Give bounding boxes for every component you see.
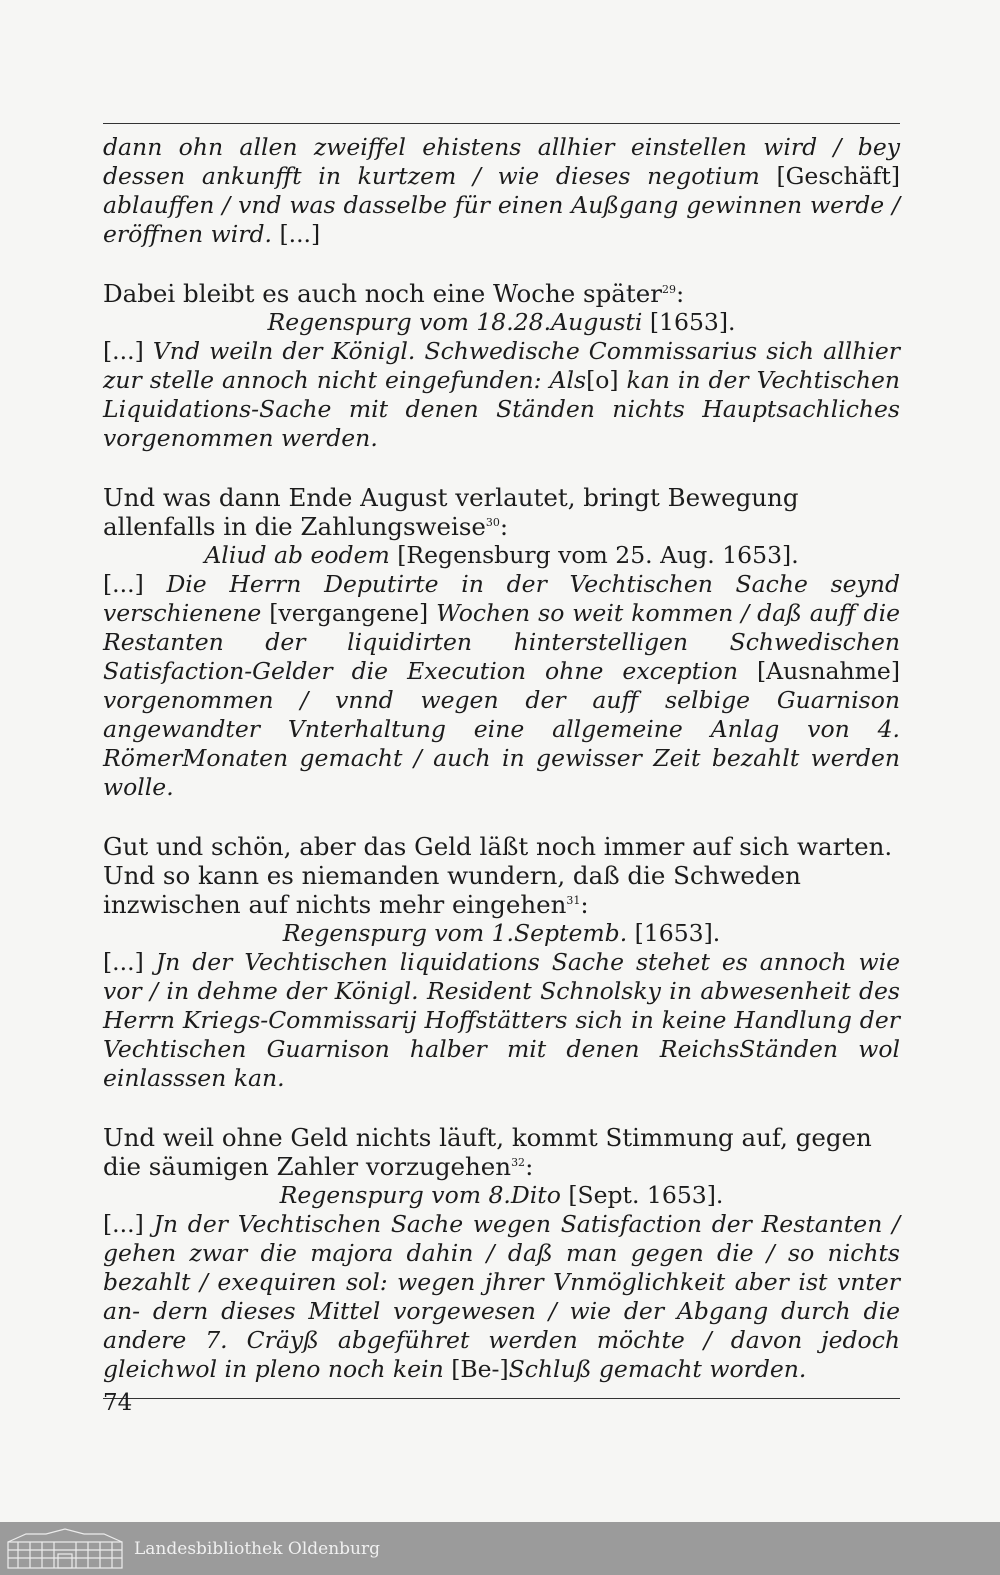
library-building-icon	[6, 1528, 124, 1570]
letter-heading: Regenspurg vom 18.28.Augusti [1653].	[267, 308, 736, 336]
page-number: 74	[103, 1390, 133, 1416]
bottom-rule	[103, 1398, 900, 1399]
footnote-ref: 32	[511, 1155, 526, 1169]
top-rule	[103, 123, 900, 124]
letter-heading: Regenspurg vom 1.Septemb. [1653].	[282, 919, 721, 947]
prose-paragraph: Dabei bleibt es auch noch eine Woche später$^{29}$:	[103, 279, 685, 308]
library-footer-bar	[0, 1522, 1000, 1575]
quote-block: [...] Jn der Vechtischen liquidations Sache stehet es annoch wie vor / in dehme der Königl. Resident Schnolsky in abwesenheit des Herrn Kriegs-Commissarij Hoffstätters sich in keine Handlung der Vechtischen Guarnison halber mit denen ReichsStänden wol einlasssen kan.	[103, 948, 900, 1092]
prose-paragraph: Und was dann Ende August verlautet, bringt Bewegung allenfalls in die Zahlungsweise$^{30}$:	[103, 483, 799, 541]
prose-paragraph: Und weil ohne Geld nichts läuft, kommt Stimmung auf, gegen die säumigen Zahler vorzugehen$^{32}$:	[103, 1123, 872, 1181]
library-name: Landesbibliothek Oldenburg	[134, 1538, 381, 1559]
footnote-ref: 29	[661, 282, 676, 296]
quote-block: [...] Jn der Vechtischen Sache wegen Satisfaction der Restanten / gehen zwar die majora dahin / daß man gegen die / so nichts bezahlt / exequiren sol: wegen jhrer Vnmöglichkeit aber ist vnter an- dern dieses Mittel vorgewesen / wie der Abgang durch die andere 7. Cräyß abgeführet werden möchte / davon jedoch gleichwol in pleno noch kein [Be-]Schluß gemacht worden.	[103, 1210, 900, 1383]
page-content	[103, 123, 900, 1399]
prose-paragraph: Gut und schön, aber das Geld läßt noch immer auf sich warten. Und so kann es niemanden wundern, daß die Schweden inzwischen auf nichts mehr eingehen$^{31}$:	[103, 832, 893, 919]
quote-block: [...] Vnd weiln der Königl. Schwedische Commissarius sich allhier zur stelle annoch nicht eingefunden: Als[o] kan in der Vechtischen Liquidations-Sache mit denen Ständen nichts Hauptsachliches vorgenommen werden.	[103, 337, 901, 452]
footnote-ref: 30	[485, 515, 500, 529]
quote-block: [...] Die Herrn Deputirte in der Vechtischen Sache seynd verschienene [vergangene] Wochen so weit kommen / daß auff die Restanten der liquidirten hinterstelligen Schwedischen Satisfaction-Gelder die Execution ohne exception [Ausnahme] vorgenommen / vnnd wegen der auff selbige Guarnison angewandter Vnterhaltung eine allgemeine Anlag von 4. RömerMonaten gemacht / auch in gewisser Zeit bezahlt werden wolle.	[103, 570, 900, 801]
footnote-ref: 31	[566, 893, 581, 907]
letter-heading: Regenspurg vom 8.Dito [Sept. 1653].	[279, 1181, 724, 1209]
quote-block: dann ohn allen zweiffel ehistens allhier einstellen wird / bey dessen ankunfft in kurtzem / wie dieses negotium [Geschäft] ablauffen / vnd was dasselbe für einen Außgang gewinnen werde / eröffnen wird. [...]	[103, 133, 900, 248]
letter-heading: Aliud ab eodem [Regensburg vom 25. Aug. 1653].	[204, 541, 799, 569]
